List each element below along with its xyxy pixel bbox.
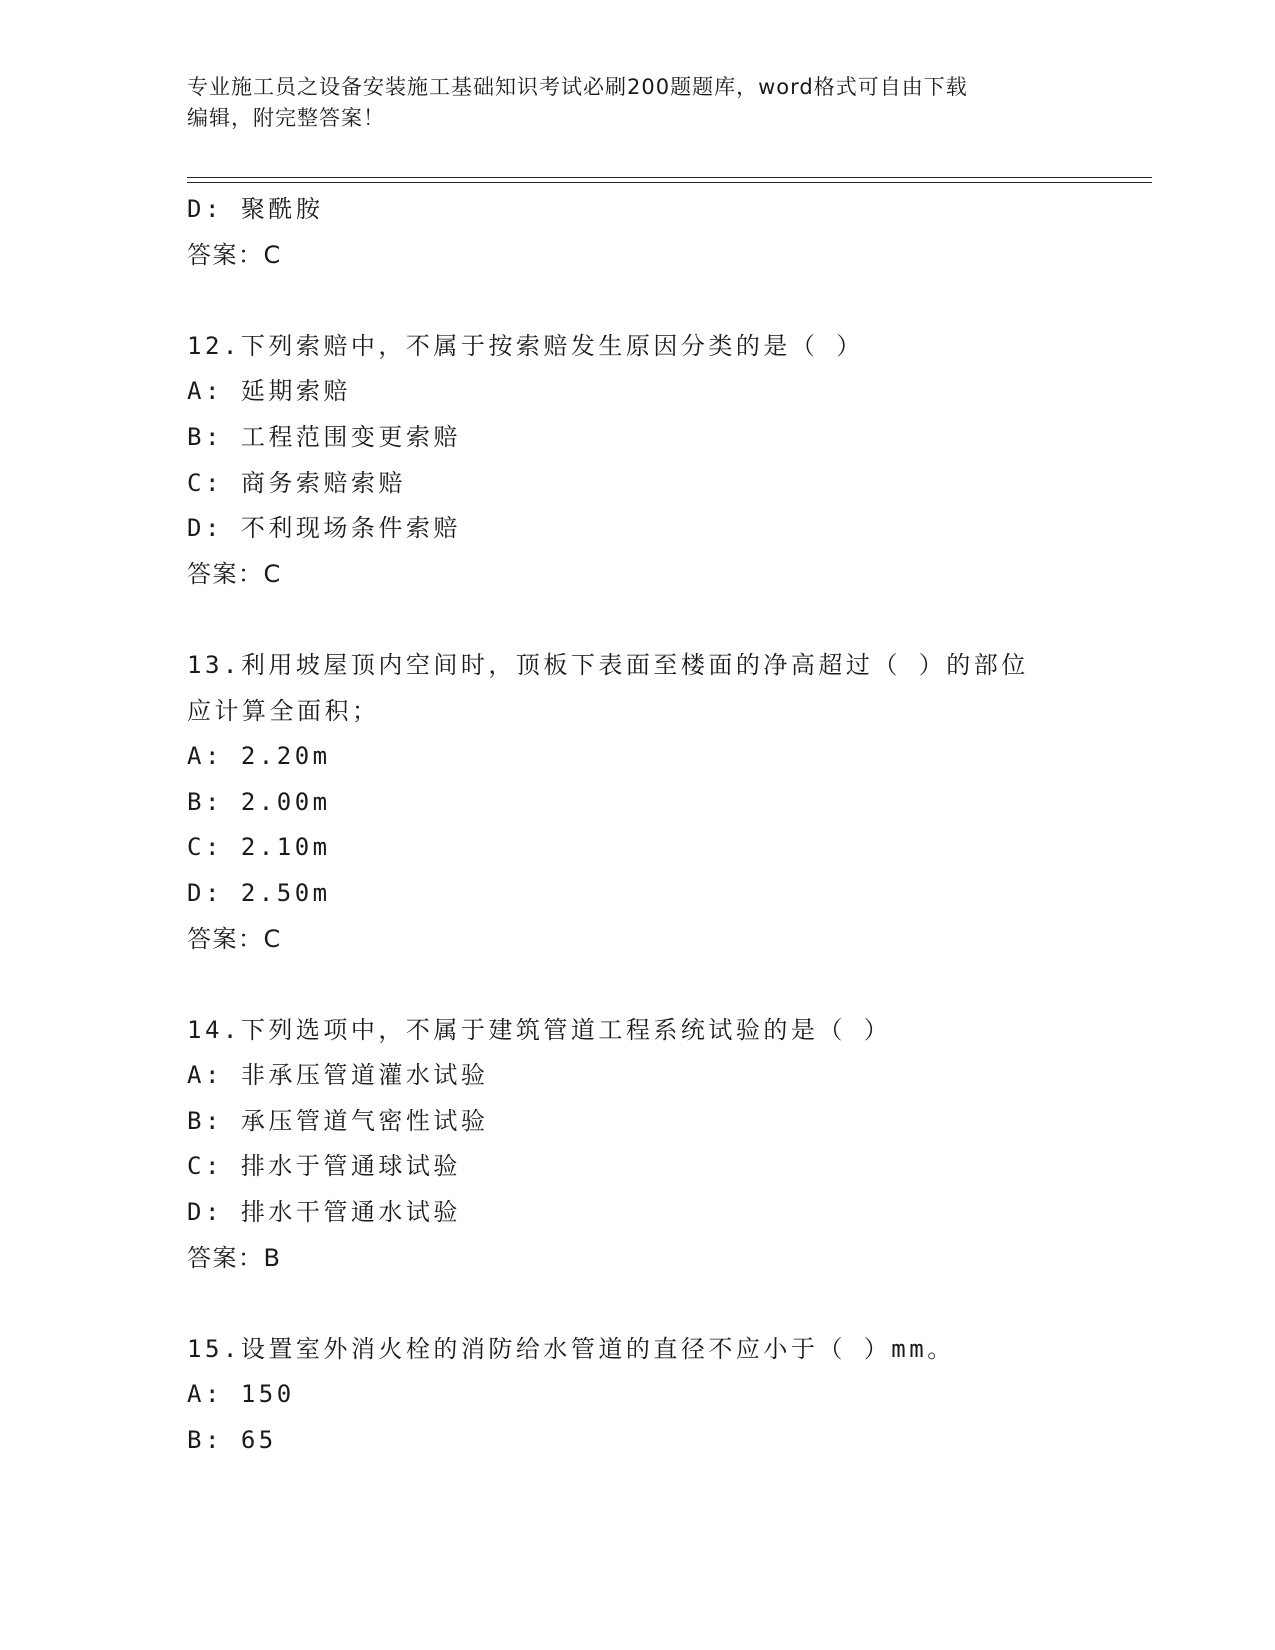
option-a: A: 非承压管道灌水试验 [187, 1061, 489, 1090]
question-stem: 15.设置室外消火栓的消防给水管道的直径不应小于（ ）mm。 [187, 1334, 955, 1363]
spacer [187, 278, 1147, 324]
option-a: A: 2.20m [187, 742, 331, 771]
question-block-15 [187, 1327, 1147, 1464]
question-block-13 [187, 643, 1147, 962]
header-title-line-2: 编辑，附完整答案！ [187, 106, 385, 130]
document-header [187, 72, 1067, 134]
header-title-line-1: 专业施工员之设备安装施工基础知识考试必刷200题题库，word格式可自由下载 [187, 75, 968, 99]
option-d: D: 排水干管通水试验 [187, 1198, 461, 1227]
spacer [187, 962, 1147, 1008]
question-block-12 [187, 324, 1147, 598]
option-a: A: 延期索赔 [187, 377, 351, 406]
option-b: B: 工程范围变更索赔 [187, 422, 461, 451]
spacer [187, 597, 1147, 643]
option-d: D: 不利现场条件索赔 [187, 514, 461, 543]
option-b: B: 承压管道气密性试验 [187, 1106, 489, 1135]
question-block-14 [187, 1008, 1147, 1282]
question-stem-line-2: 应计算全面积； [187, 696, 380, 725]
option-c: C: 商务索赔索赔 [187, 468, 406, 497]
question-stem: 14.下列选项中，不属于建筑管道工程系统试验的是（ ） [187, 1015, 892, 1044]
answer-line: 答案：B [187, 1243, 282, 1272]
option-b: B: 65 [187, 1426, 277, 1455]
answer-line: 答案：C [187, 924, 282, 953]
question-list [187, 187, 1147, 1464]
spacer [187, 1281, 1147, 1327]
header-divider-bottom [187, 182, 1152, 183]
prev-question-option-d: D: 聚酰胺 [187, 195, 324, 223]
answer-line: 答案：C [187, 559, 282, 588]
header-divider-top [187, 177, 1152, 178]
option-c: C: 排水于管通球试验 [187, 1152, 461, 1181]
option-a: A: 150 [187, 1380, 295, 1409]
prev-question-answer: 答案：C [187, 240, 282, 269]
question-stem: 12.下列索赔中，不属于按索赔发生原因分类的是（ ） [187, 331, 864, 360]
option-c: C: 2.10m [187, 833, 331, 862]
question-stem-line-1: 13.利用坡屋顶内空间时，顶板下表面至楼面的净高超过（ ）的部位 [187, 650, 1029, 679]
option-d: D: 2.50m [187, 878, 331, 907]
option-b: B: 2.00m [187, 787, 331, 816]
